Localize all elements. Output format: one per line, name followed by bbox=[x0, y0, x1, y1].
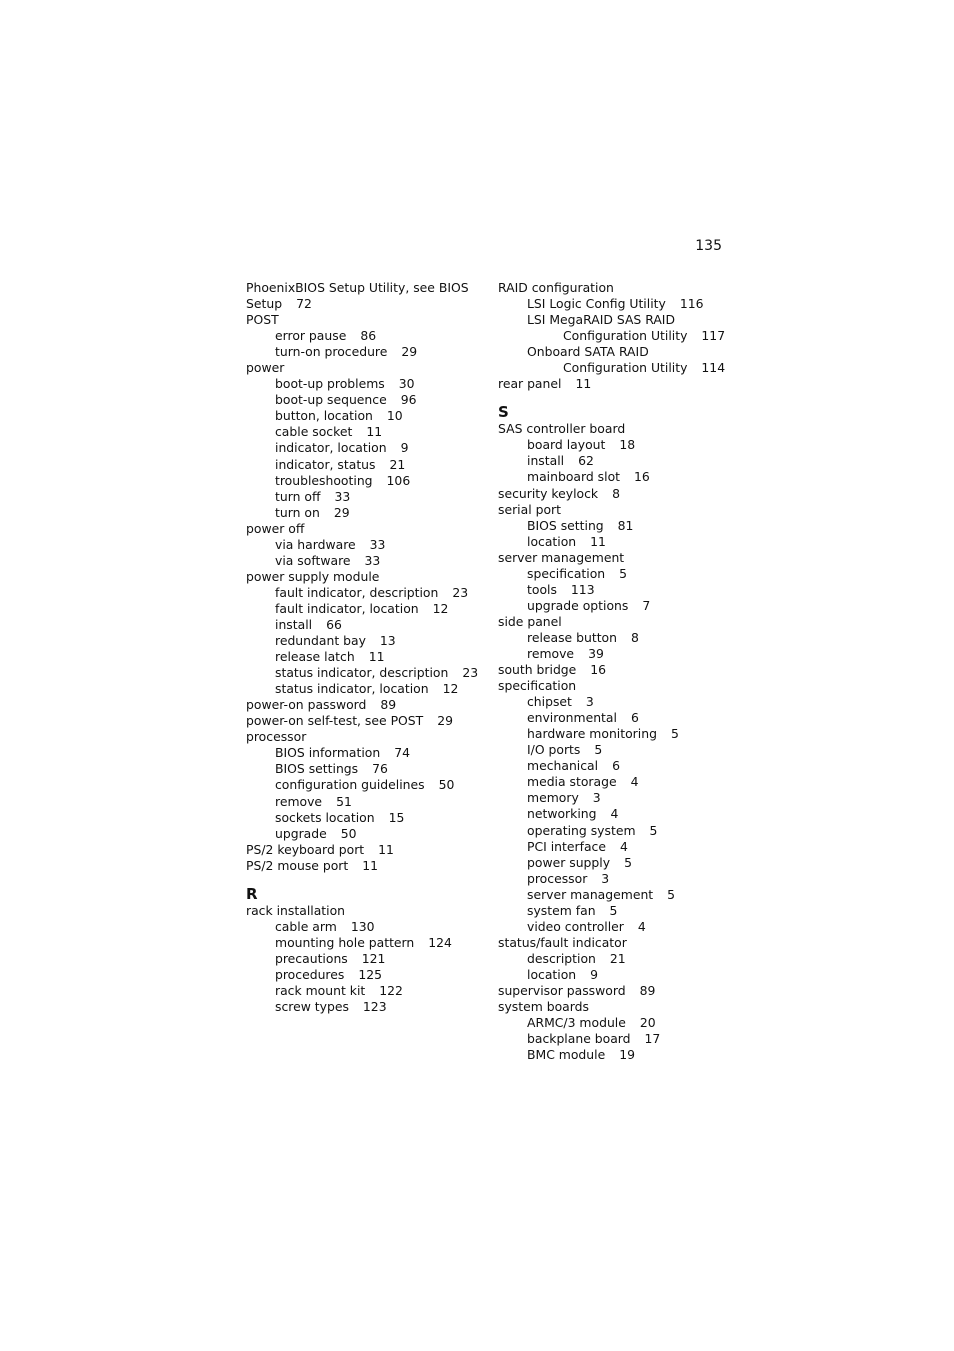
entry-page-number: 89 bbox=[639, 982, 656, 998]
index-subentry bbox=[246, 328, 486, 344]
index-subentry bbox=[498, 694, 738, 710]
index-subentry bbox=[246, 777, 486, 793]
entry-page-number: 18 bbox=[619, 437, 636, 453]
entry-page-number: 106 bbox=[386, 472, 411, 488]
entry-page-number: 3 bbox=[585, 694, 594, 710]
entry-text: mechanical bbox=[527, 758, 599, 774]
index-subentry bbox=[498, 437, 738, 453]
entry-text: indicator, location bbox=[275, 440, 387, 456]
index-subentry bbox=[498, 360, 738, 376]
entry-text: Onboard SATA RAID bbox=[527, 344, 649, 360]
index-entry bbox=[498, 550, 738, 566]
index-subentry bbox=[498, 967, 738, 983]
entry-text: sockets location bbox=[275, 809, 375, 825]
entry-page-number: 19 bbox=[619, 1047, 635, 1063]
index-entry bbox=[246, 729, 486, 745]
index-subentry bbox=[246, 745, 486, 761]
index-subentry bbox=[498, 1031, 738, 1047]
entry-page-number: 33 bbox=[369, 536, 386, 552]
entry-text: serial port bbox=[498, 501, 561, 517]
index-subentry bbox=[246, 392, 486, 408]
entry-text: status indicator, location bbox=[275, 681, 429, 697]
entry-text: video controller bbox=[527, 918, 624, 934]
entry-page-number: 5 bbox=[649, 822, 658, 838]
index-subentry bbox=[246, 649, 486, 665]
entry-page-number: 121 bbox=[361, 950, 386, 966]
entry-page-number: 5 bbox=[670, 726, 679, 742]
entry-text: turn-on procedure bbox=[275, 344, 388, 360]
entry-text: board layout bbox=[527, 437, 606, 453]
index-subentry bbox=[246, 489, 486, 505]
entry-page-number: 86 bbox=[360, 328, 377, 344]
index-subentry bbox=[498, 742, 738, 758]
index-entry bbox=[498, 614, 738, 630]
index-subentry bbox=[498, 871, 738, 887]
index-subentry bbox=[498, 296, 738, 312]
entry-text: boot-up problems bbox=[275, 376, 385, 392]
index-subentry bbox=[246, 633, 486, 649]
index-subentry bbox=[246, 585, 486, 601]
entry-text: remove bbox=[527, 645, 575, 661]
entry-page-number: 124 bbox=[428, 934, 452, 950]
entry-text: release latch bbox=[275, 649, 355, 665]
entry-text: power-on self-test, see POST bbox=[246, 713, 424, 729]
entry-page-number: 114 bbox=[701, 360, 726, 376]
index-subentry bbox=[498, 566, 738, 582]
index-subentry bbox=[498, 312, 738, 328]
entry-page-number: 5 bbox=[594, 742, 603, 758]
entry-text: cable arm bbox=[275, 918, 337, 934]
entry-text: mainboard slot bbox=[527, 469, 621, 485]
index-subentry bbox=[246, 935, 486, 951]
entry-page-number: 9 bbox=[400, 440, 409, 456]
entry-text: chipset bbox=[527, 694, 572, 710]
entry-page-number: 12 bbox=[442, 681, 459, 697]
section-gap bbox=[246, 874, 486, 881]
entry-page-number: 5 bbox=[619, 565, 628, 581]
entry-text: LSI MegaRAID SAS RAID bbox=[527, 312, 676, 328]
index-subentry bbox=[498, 903, 738, 919]
index-subentry bbox=[246, 473, 486, 489]
index-entry bbox=[246, 312, 486, 328]
entry-page-number: 8 bbox=[631, 629, 639, 645]
entry-page-number: 13 bbox=[379, 633, 396, 649]
entry-text: cable socket bbox=[275, 424, 353, 440]
entry-text: error pause bbox=[275, 328, 347, 344]
entry-text: description bbox=[527, 950, 596, 966]
entry-page-number: 21 bbox=[389, 456, 406, 472]
index-entry bbox=[498, 376, 738, 392]
index-column-left bbox=[246, 280, 486, 1015]
index-entry bbox=[246, 360, 486, 376]
index-subentry bbox=[498, 839, 738, 855]
index-subentry bbox=[498, 598, 738, 614]
entry-page-number: 96 bbox=[400, 392, 417, 408]
entry-page-number: 11 bbox=[590, 533, 606, 549]
index-entry bbox=[498, 662, 738, 678]
entry-text: system boards bbox=[498, 999, 589, 1015]
entry-page-number: 5 bbox=[624, 854, 632, 870]
entry-text: memory bbox=[527, 790, 579, 806]
entry-page-number: 21 bbox=[609, 950, 626, 966]
entry-page-number: 116 bbox=[679, 296, 704, 312]
index-subentry bbox=[498, 534, 738, 550]
entry-text: power bbox=[246, 360, 285, 376]
index-subentry bbox=[246, 457, 486, 473]
section-gap bbox=[498, 392, 738, 399]
index-subentry bbox=[498, 758, 738, 774]
entry-page-number: 11 bbox=[362, 857, 379, 873]
index-entry bbox=[498, 502, 738, 518]
entry-page-number: 4 bbox=[619, 838, 628, 854]
entry-text: supervisor password bbox=[498, 982, 626, 998]
entry-text: I/O ports bbox=[527, 742, 581, 758]
entry-page-number: 8 bbox=[612, 485, 621, 501]
index-subentry bbox=[246, 919, 486, 935]
index-subentry bbox=[498, 855, 738, 871]
entry-page-number: 29 bbox=[437, 713, 454, 729]
entry-text: location bbox=[527, 533, 577, 549]
index-subentry bbox=[246, 951, 486, 967]
entry-page-number: 4 bbox=[610, 806, 619, 822]
index-entry bbox=[246, 569, 486, 585]
index-entry bbox=[498, 421, 738, 437]
entry-text: processor bbox=[246, 729, 307, 745]
entry-text: POST bbox=[246, 312, 279, 328]
index-subentry bbox=[498, 630, 738, 646]
entry-text: Configuration Utility bbox=[563, 328, 688, 344]
entry-text: RAID configuration bbox=[498, 280, 614, 295]
index-subentry bbox=[246, 665, 486, 681]
entry-text: SAS controller board bbox=[498, 421, 626, 437]
entry-page-number: 130 bbox=[350, 918, 375, 934]
entry-text: Configuration Utility bbox=[563, 360, 688, 376]
entry-page-number: 9 bbox=[590, 966, 599, 982]
index-subentry bbox=[246, 424, 486, 440]
index-subentry bbox=[246, 440, 486, 456]
index-subentry bbox=[246, 983, 486, 999]
entry-text: via hardware bbox=[275, 536, 356, 552]
index-subentry bbox=[246, 553, 486, 569]
index-subentry bbox=[498, 344, 738, 360]
entry-text: rack installation bbox=[246, 902, 346, 918]
index-subentry bbox=[498, 518, 738, 534]
index-entry bbox=[498, 280, 738, 296]
index-subentry bbox=[246, 601, 486, 617]
entry-text: BIOS settings bbox=[275, 761, 359, 777]
index-entry bbox=[246, 280, 486, 296]
entry-text: troubleshooting bbox=[275, 472, 373, 488]
index-entry bbox=[246, 903, 486, 919]
entry-page-number: 50 bbox=[340, 825, 357, 841]
index-subentry bbox=[246, 810, 486, 826]
entry-page-number: 10 bbox=[386, 408, 403, 424]
index-subentry bbox=[498, 951, 738, 967]
entry-page-number: 12 bbox=[432, 600, 449, 616]
entry-page-number: 81 bbox=[617, 517, 634, 533]
entry-text: specification bbox=[498, 678, 577, 694]
entry-text: via software bbox=[275, 552, 351, 568]
section-letter: S bbox=[498, 403, 509, 422]
entry-text: button, location bbox=[275, 408, 373, 424]
entry-page-number: 20 bbox=[639, 1015, 656, 1031]
index-entry bbox=[246, 713, 486, 729]
entry-text: indicator, status bbox=[275, 456, 376, 472]
entry-page-number: 113 bbox=[570, 581, 595, 597]
entry-page-number: 5 bbox=[609, 902, 618, 918]
entry-text: security keylock bbox=[498, 485, 599, 501]
index-entry bbox=[246, 858, 486, 874]
index-subentry bbox=[498, 646, 738, 662]
entry-page-number: 7 bbox=[642, 597, 651, 613]
index-subentry bbox=[498, 469, 738, 485]
entry-page-number: 17 bbox=[644, 1031, 661, 1047]
index-subentry bbox=[498, 806, 738, 822]
entry-text: install bbox=[275, 616, 313, 632]
entry-text: processor bbox=[527, 870, 588, 886]
entry-text: PCI interface bbox=[527, 838, 606, 854]
entry-page-number: 72 bbox=[296, 296, 312, 312]
entry-text: upgrade options bbox=[527, 597, 629, 613]
entry-page-number: 15 bbox=[388, 809, 405, 825]
entry-text: power-on password bbox=[246, 697, 367, 713]
entry-page-number: 3 bbox=[601, 870, 610, 886]
index-subentry bbox=[246, 967, 486, 983]
entry-text: server management bbox=[527, 886, 654, 902]
entry-text: BMC module bbox=[527, 1047, 606, 1063]
index-subentry bbox=[498, 453, 738, 469]
entry-page-number: 39 bbox=[588, 645, 604, 661]
entry-page-number: 29 bbox=[333, 504, 350, 520]
entry-text: LSI Logic Config Utility bbox=[527, 296, 666, 312]
entry-text: boot-up sequence bbox=[275, 392, 387, 408]
entry-text: Setup bbox=[246, 296, 283, 312]
index-subentry bbox=[498, 582, 738, 598]
index-subentry bbox=[498, 919, 738, 935]
index-entry bbox=[498, 983, 738, 999]
entry-text: release button bbox=[527, 629, 617, 645]
entry-text: PhoenixBIOS Setup Utility, see BIOS bbox=[246, 280, 469, 295]
entry-text: install bbox=[527, 453, 565, 469]
index-column-right bbox=[498, 280, 738, 1063]
entry-page-number: 30 bbox=[398, 376, 415, 392]
entry-text: screw types bbox=[275, 999, 349, 1015]
page-number: 135 bbox=[695, 238, 722, 254]
entry-text: PS/2 mouse port bbox=[246, 857, 349, 873]
entry-text: operating system bbox=[527, 822, 636, 838]
entry-text: rear panel bbox=[498, 376, 562, 392]
index-subentry bbox=[498, 726, 738, 742]
entry-text: upgrade bbox=[275, 825, 327, 841]
entry-page-number: 11 bbox=[368, 649, 385, 665]
index-subentry bbox=[498, 774, 738, 790]
index-entry bbox=[246, 296, 486, 312]
entry-text: precautions bbox=[275, 950, 348, 966]
entry-text: system fan bbox=[527, 902, 596, 918]
entry-text: redundant bay bbox=[275, 633, 366, 649]
entry-text: ARMC/3 module bbox=[527, 1015, 626, 1031]
index-subentry bbox=[498, 710, 738, 726]
entry-text: procedures bbox=[275, 966, 345, 982]
entry-page-number: 4 bbox=[630, 774, 639, 790]
index-subentry bbox=[246, 826, 486, 842]
entry-page-number: 6 bbox=[630, 710, 639, 726]
index-subentry bbox=[498, 1015, 738, 1031]
section-letter: R bbox=[246, 884, 258, 903]
entry-text: power supply bbox=[527, 854, 611, 870]
entry-text: rack mount kit bbox=[275, 982, 366, 998]
entry-page-number: 16 bbox=[634, 469, 650, 485]
entry-text: power off bbox=[246, 520, 305, 536]
entry-page-number: 6 bbox=[612, 758, 620, 774]
entry-page-number: 5 bbox=[667, 886, 676, 902]
entry-text: specification bbox=[527, 565, 606, 581]
entry-page-number: 125 bbox=[358, 966, 382, 982]
entry-page-number: 11 bbox=[366, 424, 383, 440]
index-subentry bbox=[246, 999, 486, 1015]
index-entry bbox=[498, 935, 738, 951]
index-subentry bbox=[246, 794, 486, 810]
entry-page-number: 16 bbox=[590, 662, 607, 678]
entry-page-number: 123 bbox=[362, 999, 387, 1015]
entry-text: status/fault indicator bbox=[498, 934, 627, 950]
entry-page-number: 62 bbox=[578, 453, 594, 469]
entry-text: hardware monitoring bbox=[527, 726, 657, 742]
entry-page-number: 23 bbox=[452, 584, 469, 600]
entry-text: fault indicator, location bbox=[275, 600, 419, 616]
entry-page-number: 66 bbox=[326, 616, 342, 632]
entry-text: power supply module bbox=[246, 568, 380, 584]
entry-page-number: 122 bbox=[379, 982, 403, 998]
entry-text: side panel bbox=[498, 613, 562, 629]
entry-text: location bbox=[527, 966, 577, 982]
index-entry bbox=[498, 678, 738, 694]
entry-text: BIOS information bbox=[275, 745, 381, 761]
entry-text: BIOS setting bbox=[527, 517, 604, 533]
entry-page-number: 50 bbox=[438, 777, 455, 793]
entry-text: server management bbox=[498, 549, 625, 565]
entry-text: status indicator, description bbox=[275, 665, 449, 681]
entry-text: fault indicator, description bbox=[275, 584, 439, 600]
index-entry bbox=[246, 842, 486, 858]
entry-page-number: 11 bbox=[378, 841, 394, 857]
index-subentry bbox=[498, 790, 738, 806]
entry-page-number: 23 bbox=[462, 665, 479, 681]
entry-text: networking bbox=[527, 806, 597, 822]
entry-page-number: 117 bbox=[701, 328, 726, 344]
entry-text: environmental bbox=[527, 710, 617, 726]
index-entry bbox=[498, 486, 738, 502]
entry-text: south bridge bbox=[498, 662, 577, 678]
entry-text: PS/2 keyboard port bbox=[246, 841, 365, 857]
index-entry bbox=[246, 521, 486, 537]
entry-page-number: 51 bbox=[336, 793, 352, 809]
entry-page-number: 33 bbox=[364, 552, 381, 568]
entry-page-number: 11 bbox=[575, 376, 592, 392]
index-subentry bbox=[246, 681, 486, 697]
index-subentry bbox=[498, 1047, 738, 1063]
index-subentry bbox=[246, 617, 486, 633]
index-subentry bbox=[246, 408, 486, 424]
entry-text: mounting hole pattern bbox=[275, 934, 415, 950]
index-subentry bbox=[246, 761, 486, 777]
entry-page-number: 89 bbox=[380, 697, 397, 713]
entry-page-number: 4 bbox=[637, 918, 646, 934]
index-subentry bbox=[246, 376, 486, 392]
index-subentry bbox=[246, 537, 486, 553]
entry-text: tools bbox=[527, 581, 557, 597]
index-subentry bbox=[246, 344, 486, 360]
entry-page-number: 29 bbox=[401, 344, 418, 360]
index-subentry bbox=[498, 823, 738, 839]
entry-text: configuration guidelines bbox=[275, 777, 425, 793]
index-subentry bbox=[246, 505, 486, 521]
entry-page-number: 74 bbox=[394, 745, 411, 761]
entry-text: backplane board bbox=[527, 1031, 631, 1047]
index-subentry bbox=[498, 328, 738, 344]
index-subentry bbox=[498, 887, 738, 903]
entry-page-number: 3 bbox=[592, 790, 601, 806]
entry-text: media storage bbox=[527, 774, 617, 790]
index-entry bbox=[246, 697, 486, 713]
index-entry bbox=[498, 999, 738, 1015]
entry-page-number: 76 bbox=[372, 761, 388, 777]
entry-text: remove bbox=[275, 793, 323, 809]
entry-text: turn off bbox=[275, 488, 321, 504]
entry-text: turn on bbox=[275, 504, 320, 520]
entry-page-number: 33 bbox=[334, 488, 351, 504]
